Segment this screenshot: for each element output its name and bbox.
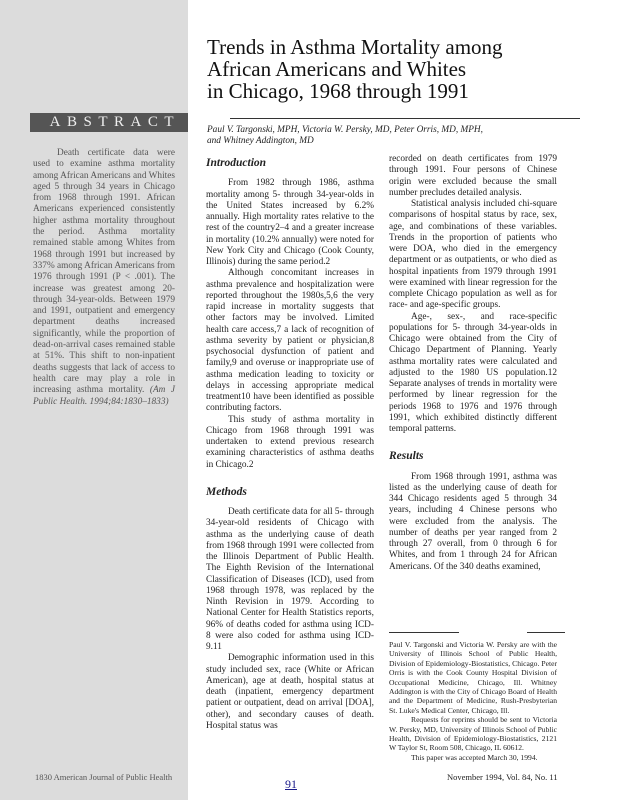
authors-line: and Whitney Addington, MD (207, 136, 314, 146)
results-heading: Results (389, 450, 424, 463)
footer-issue: November 1994, Vol. 84, No. 11 (447, 772, 558, 782)
author-affiliations: Paul V. Targonski and Victoria W. Persky are with the University of Illinois School of Public Health, Division of Epidemiology-Biostatistics, Chicago. Peter Orris is with the Cook County Hospital Division of Occupational Medicine, Chicago, Ill. Whitney Addington is with the City of Chicago Board of Health and the Department of Medicine, Rush-Presbyterian St. Luke's Medical Center, Chicago, Ill. (389, 640, 557, 715)
paragraph: recorded on death certificates from 1979 through 1991. Four persons of Chinese origin were excluded because the small number precludes detailed analysis. (389, 154, 557, 198)
abstract-body (33, 148, 175, 408)
title-line: Trends in Asthma Mortality among (207, 35, 503, 59)
introduction-heading: Introduction (206, 157, 267, 169)
paragraph: From 1982 through 1986, asthma mortality among 5- through 34-year-olds in the United States increased by 6.2% annually. High mortality rates relative to the rest of the country2–4 and a greater increase in mortality (10.2% annually) were noted for New York City and Chicago (Cook County, Illinois) during the same period.2 (206, 178, 374, 267)
title-line: African Americans and Whites (207, 57, 467, 81)
methods-heading: Methods (206, 485, 247, 498)
column-left (206, 158, 374, 732)
abstract-citation: (Am J Public Health. 1994;84:1830–1833) (33, 385, 175, 407)
footer-journal: 1830 American Journal of Public Health (35, 772, 173, 782)
abstract-sidebar (0, 0, 188, 800)
paragraph: Age-, sex-, and race-specific populations for 5- through 34-year-olds in Chicago were obtained from the City of Chicago Department of Planning. Yearly asthma mortality rates were calculated and adjusted to the 1980 US population.12 Separate analyses of trends in mortality were performed by linear regression for the periods 1968 to 1976 and 1976 through 1991, which exhibited distinctly different temporal patterns. (389, 311, 557, 434)
paragraph: Death certificate data for all 5- through 34-year-old residents of Chicago with asthma as the underlying cause of death from 1968 through 1991 were collected from the Illinois Department of Public Health. The Eighth Revision of the International Classification of Diseases (ICD), used from 1968 through 1978, was replaced by the Ninth Revision in 1979. According to National Center for Health Statistics reports, 96% of deaths coded for asthma using ICD-8 were also coded for asthma using ICD-9.11 (206, 507, 374, 652)
paragraph: From 1968 through 1991, asthma was listed as the underlying cause of death for 344 Chicago residents aged 5 through 34 years, including 4 Chinese persons who were excluded from the analysis. The number of deaths per year ranged from 2 through 27 overall, from 0 through 6 for Whites, and from 1 through 24 for African Americans. Of the 340 deaths examined, (389, 471, 557, 572)
title-line: in Chicago, 1968 through 1991 (207, 79, 469, 103)
abstract-heading (30, 113, 188, 132)
column-right (389, 154, 557, 573)
abstract-heading-text: ABSTRACT (49, 114, 180, 130)
abstract-text: Death certificate data were used to examine asthma mortality among African Americans and Whites aged 5 through 34 years in Chicago from 1968 through 1991. African Americans experienced consistently higher asthma mortality throughout the period. Asthma mortality remained stable among Whites from 1968 through 1991 but increased by 337% among African Americans from 1976 through 1991 (P < .001). The increase was greatest among 20- through 34-year-olds. Between 1979 and 1991, outpatient and emergency department deaths increased significantly, while the proportion of dead-on-arrival cases remained stable at 51%. This shift to non-inpatient deaths suggests that lack of access to health care may play a role in increasing asthma mortality. (33, 148, 175, 396)
footnotes (389, 640, 557, 762)
article-title (207, 36, 503, 102)
paragraph: Although concomitant increases in asthma prevalence and hospitalization were reported throughout the 1980s,5,6 the very rapid increase in mortality suggests that other factors may be involved. Limited health care access,7 a lack of recognition of asthma severity by patient or physician,8 psychosocial dysfunction of patient and family,9 and overuse or inappropriate use of asthma medication leading to toxicity or delays in accessing appropriate medical treatment10 have been identified as possible contributing factors. (206, 268, 374, 414)
title-rule (230, 118, 580, 119)
page-number-link[interactable]: 91 (285, 777, 297, 791)
paragraph: Demographic information used in this study included sex, race (White or African American), age at death, hospital status at death (inpatient, emergency department patient or outpatient, dead on arrival [DOA], other), and secondary causes of death. Hospital status was (206, 653, 374, 731)
authors-line: Paul V. Targonski, MPH, Victoria W. Persky, MD, Peter Orris, MD, MPH, (207, 125, 483, 135)
reprint-requests: Requests for reprints should be sent to Victoria W. Persky, MD, University of Illinois School of Public Health, Division of Epidemiology-Biostatistics, 2121 W Taylor St, Room 508, Chicago, IL 60612. (389, 715, 557, 753)
footnote-rule (389, 632, 459, 633)
acceptance-date: This paper was accepted March 30, 1994. (411, 752, 538, 762)
paragraph: This study of asthma mortality in Chicago from 1968 through 1991 was undertaken to extend previous research examining characteristics of asthma deaths in Chicago.2 (206, 414, 374, 470)
paragraph: Statistical analysis included chi-square comparisons of hospital status by race, sex, age, and combinations of these variables. Trends in the proportion of patients who were DOA, who died in the emergency department or as outpatients, or who died as hospital inpatients from 1979 through 1991 were examined with linear regression for the complete Chicago population as well as for race- and age-specific groups. (389, 199, 557, 311)
footnote-rule (527, 632, 565, 633)
authors (207, 125, 567, 147)
